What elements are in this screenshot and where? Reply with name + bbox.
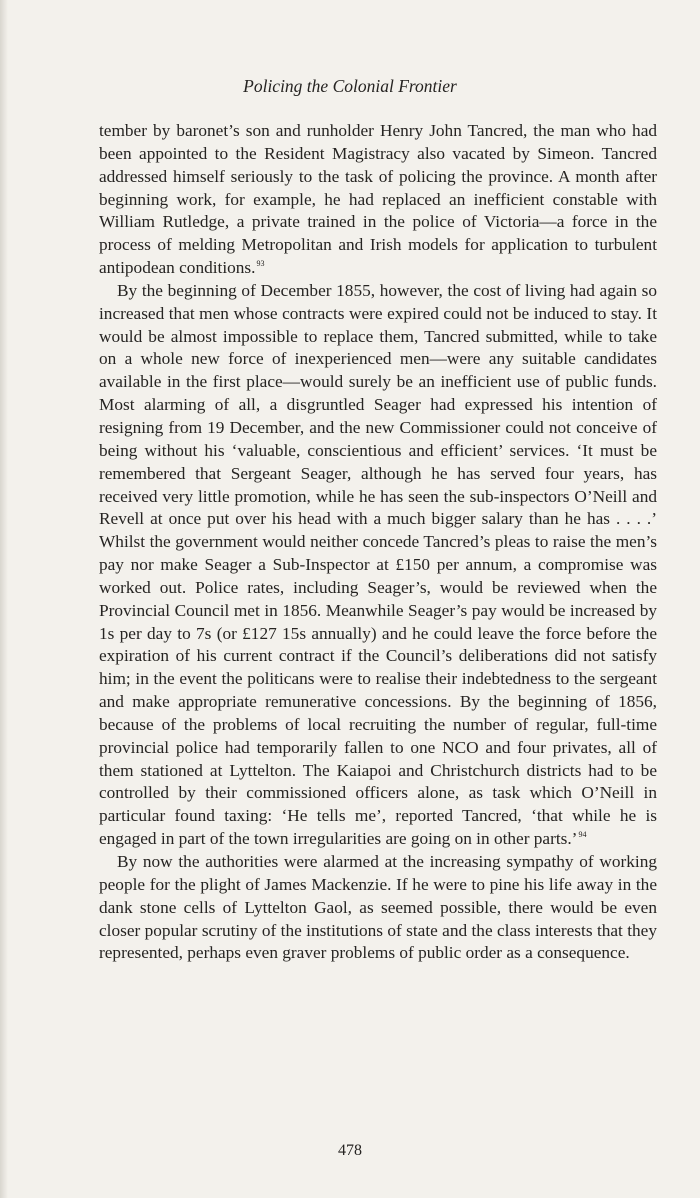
paragraph-text: By the beginning of December 1855, however, the cost of living had again so increased that men whose contracts were expired could not be induced to stay. It would be almost impossible to replace them, Tancred submitted, while to take on a whole new force of inexperienced men—were any suitable candidates available in the first place—would surely be an inefficient use of public funds. Most alarming of all, a disgruntled Seager had expressed his intention of resigning from 19 December, and the new Commissioner could not conceive of being without his ‘valuable, conscientious and efficient’ services. ‘It must be remembered that Sergeant Seager, although he has served four years, has received very little promotion, while he has seen the sub-inspectors O’Neill and Revell at once put over his head with a much bigger salary than he has . . . .’ Whilst the government would neither concede Tancred’s pleas to raise the men’s pay nor make Seager a Sub-Inspector at £150 per annum, a compromise was worked out. Police rates, including Seager’s, would be reviewed when the Provincial Council met in 1856. Meanwhile Seager’s pay would be increased by 1s per day to 7s (or £127 15s annually) and he could leave the force before the expiration of his current contract if the Council’s deliberations did not satisfy him; in the event the politicans were to realise their indebtedness to the sergeant and make appropriate remunerative concessions. By the beginning of 1856, because of the problems of local recruiting the number of regular, full-time provincial police had temporarily fallen to one NCO and four privates, all of them stationed at Lyttelton. The Kaiapoi and Christchurch districts had to be controlled by their commissioned officers alone, as task which O’Neill in particular found taxing: ‘He tells me’, reported Tancred, ‘that while he is engaged in part of the town irregularities are going on in other parts.’ [99,280,657,849]
page-number: 478 [338,1142,362,1159]
footnote-ref: 93 [256,259,265,269]
paragraph [99,120,657,280]
body-text [99,120,657,965]
paragraph-text: By now the authorities were alarmed at the increasing sympathy of working people for the plight of James Mackenzie. If he were to pine his life away in the dank stone cells of Lyttelton Gaol, as seemed possible, there would be even closer popular scrutiny of the institutions of state and the class interests that they represented, perhaps even graver problems of public order as a consequence. [99,852,657,963]
paragraph [99,851,657,965]
paragraph [99,280,657,851]
running-head: Policing the Colonial Frontier [243,76,457,96]
footnote-ref: 94 [578,830,587,840]
paragraph-text: tember by baronet’s son and runholder Henry John Tancred, the man who had been appointed to the Resident Magistracy also vacated by Simeon. Tancred addressed himself seriously to the task of policing the province. A month after beginning work, for example, he had replaced an inefficient constable with William Rutledge, a private trained in the police of Victoria—a force in the process of melding Metropolitan and Irish models for application to turbulent antipodean conditions. [99,121,657,278]
page-edge [0,0,8,1198]
